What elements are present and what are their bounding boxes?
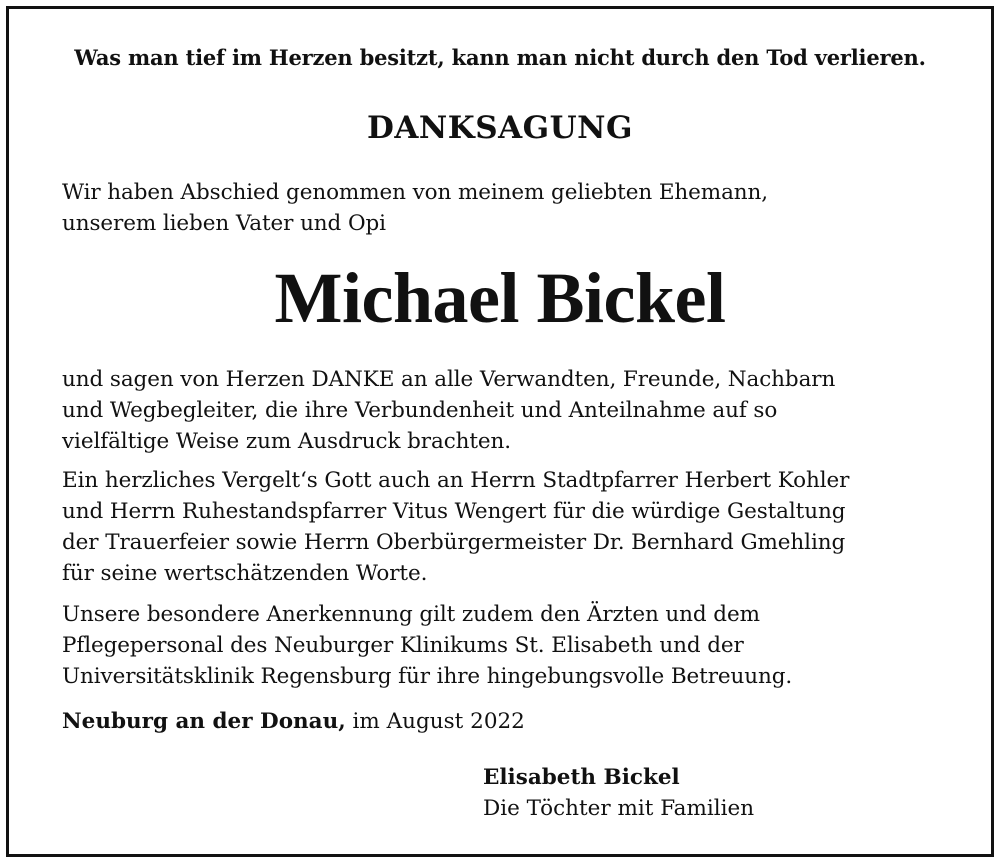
- intro-line: Wir haben Abschied genommen von meinem geliebten Ehemann,: [62, 180, 769, 205]
- place-and-date: [62, 706, 525, 737]
- signature-family: Die Töchter mit Familien: [483, 796, 755, 821]
- thanks-line: und sagen von Herzen DANKE an alle Verwandten, Freunde, Nachbarn: [62, 367, 836, 392]
- clergy-paragraph: [62, 465, 942, 589]
- medical-paragraph: [62, 599, 942, 692]
- place: Neuburg an der Donau,: [62, 709, 346, 734]
- medical-line: Pflegepersonal des Neuburger Klinikums St. Elisabeth und der: [62, 633, 744, 658]
- clergy-line: für seine wertschätzenden Worte.: [62, 561, 428, 586]
- medical-line: Universitätsklinik Regensburg für ihre hingebungsvolle Betreuung.: [62, 664, 793, 689]
- thanks-paragraph: [62, 364, 942, 457]
- clergy-line: der Trauerfeier sowie Herrn Oberbürgermeister Dr. Bernhard Gmehling: [62, 530, 846, 555]
- intro-paragraph: [62, 177, 942, 239]
- signature-name: Elisabeth Bickel: [483, 765, 680, 790]
- signature-block: [483, 762, 754, 824]
- thanks-line: vielfältige Weise zum Ausdruck brachten.: [62, 429, 512, 454]
- clergy-line: und Herrn Ruhestandspfarrer Vitus Wengert für die würdige Gestaltung: [62, 499, 846, 524]
- deceased-name: Michael Bickel: [274, 258, 726, 338]
- motto: Was man tief im Herzen besitzt, kann man nicht durch den Tod verlieren.: [74, 45, 926, 70]
- heading-danksagung: DANKSAGUNG: [367, 110, 633, 146]
- date: im August 2022: [345, 709, 525, 734]
- medical-line: Unsere besondere Anerkennung gilt zudem den Ärzten und dem: [62, 602, 760, 627]
- intro-line: unserem lieben Vater und Opi: [62, 211, 386, 236]
- clergy-line: Ein herzliches Vergelt‘s Gott auch an Herrn Stadtpfarrer Herbert Kohler: [62, 468, 850, 493]
- thanks-line: und Wegbegleiter, die ihre Verbundenheit und Anteilnahme auf so: [62, 398, 778, 423]
